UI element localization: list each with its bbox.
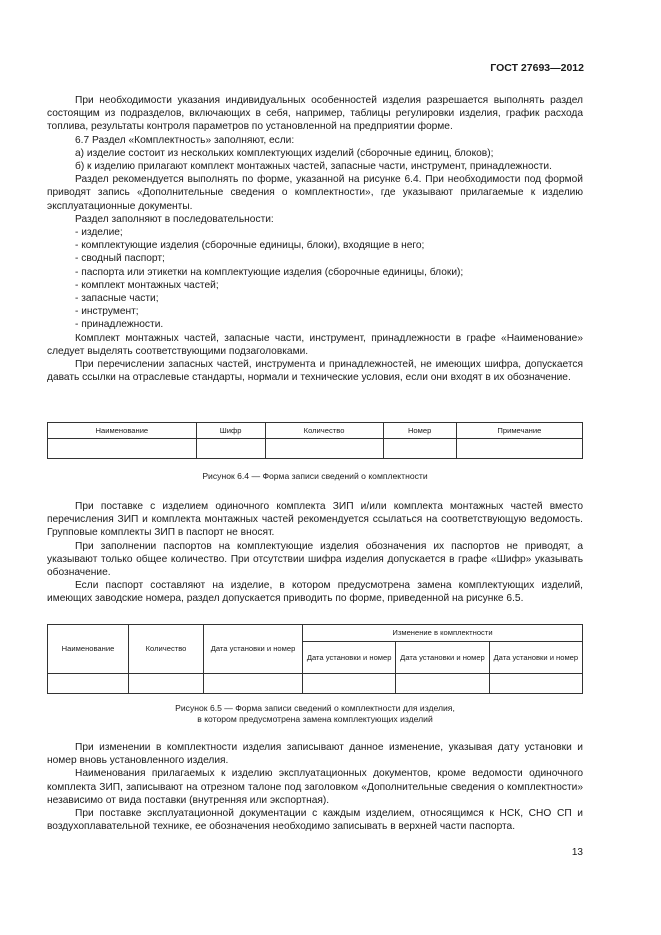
figure-6-5-table <box>47 624 583 694</box>
column-header: Дата установки и номер <box>204 625 303 674</box>
paragraph: При изменении в комплектности изделия записывают данное изменение, указывая дату установки и номер вновь установленного изделия. <box>47 742 583 767</box>
table-cell <box>396 674 489 694</box>
document-id: ГОСТ 27693—2012 <box>490 62 584 74</box>
list-item: - инструмент; <box>75 306 139 318</box>
table-cell <box>489 674 582 694</box>
column-header: Количество <box>265 423 383 439</box>
paragraph: Раздел рекомендуется выполнять по форме, указанной на рисунке 6.4. При необходимости под формой приводят запись «Дополнительные сведения о комплектности», где указывают прилагаемые к изделию эксплуатационные документы. <box>47 174 583 212</box>
paragraph: Если паспорт составляют на изделие, в котором предусмотрена замена комплектующих изделий, имеющих заводские номера, раздел допускается приводить по форме, приведенной на рисунке 6.5. <box>47 580 583 605</box>
paragraph: б) к изделию прилагают комплект монтажных частей, запасные части, инструмент, принадлежности. <box>75 161 552 173</box>
column-header: Дата установки и номер <box>489 642 582 674</box>
table-cell <box>48 439 197 459</box>
table-cell <box>129 674 204 694</box>
list-item: - сводный паспорт; <box>75 253 165 265</box>
page-number: 13 <box>571 847 583 858</box>
paragraph: При поставке эксплуатационной документации с каждым изделием, относящимся к НСК, СНО СП и воздухоплавательной технике, ее обозначения необходимо записывать в верхней части паспорта. <box>47 808 583 833</box>
caption-line: Рисунок 6.5 — Форма записи сведений о комплектности для изделия, <box>175 703 455 713</box>
paragraph: При заполнении паспортов на комплектующие изделия обозначения их паспортов не приводят, а указывают только общее количество. При отсутствии шифра изделия допускается в графе «Шифр» указывать обозначение. <box>47 540 583 579</box>
table-cell <box>456 439 582 459</box>
figure-6-4-caption: Рисунок 6.4 — Форма записи сведений о комплектности <box>202 471 428 481</box>
figure-6-4-table <box>47 422 583 459</box>
caption-line: в котором предусмотрена замена комплектующих изделий <box>197 714 433 724</box>
table-cell <box>204 674 303 694</box>
paragraph: Наименования прилагаемых к изделию эксплуатационных документов, кроме ведомости одиночного комплекта ЗИП, записывают на отрезном талоне под заголовком «Дополнительные сведения о комплектности» независимо от вида поставки (внутренняя или экспортная). <box>47 768 583 806</box>
column-header: Изменение в комплектности <box>303 625 583 642</box>
column-header: Примечание <box>456 423 582 439</box>
column-header: Дата установки и номер <box>303 642 396 674</box>
table-cell <box>265 439 383 459</box>
table-cell <box>48 674 129 694</box>
paragraph: При перечислении запасных частей, инструмента и принадлежностей, не имеющих шифра, допускается давать ссылки на отраслевые стандарты, нормали и технические условия, если они входят в их обозначение. <box>47 359 583 384</box>
section-2 <box>47 500 583 606</box>
column-header: Наименование <box>48 423 197 439</box>
column-header: Наименование <box>48 625 129 674</box>
list-item: - комплектующие изделия (сборочные единицы, блоки), входящие в него; <box>75 240 425 252</box>
paragraph: Раздел заполняют в последовательности: <box>75 213 274 225</box>
paragraph: При необходимости указания индивидуальных особенностей изделия разрешается выполнять раздел состоящим из подразделов, включающих в себя, например, таблицы регулировки изделия, график расхода топлива, результаты контроля параметров по установленной на предприятии форме. <box>47 95 583 133</box>
section-1 <box>47 94 583 384</box>
list-item: - паспорта или этикетки на комплектующие изделия (сборочные единицы, блоки); <box>75 266 464 278</box>
list-item: - изделие; <box>75 227 123 239</box>
list-item: - запасные части; <box>75 293 159 305</box>
paragraph: а) изделие состоит из нескольких комплектующих изделий (сборочные единиц, блоков); <box>75 147 494 159</box>
section-3 <box>47 741 583 833</box>
column-header: Номер <box>383 423 456 439</box>
column-header: Дата установки и номер <box>396 642 489 674</box>
paragraph: 6.7 Раздел «Комплектность» заполняют, если: <box>75 134 295 146</box>
table-cell <box>303 674 396 694</box>
table-cell <box>383 439 456 459</box>
paragraph: При поставке с изделием одиночного комплекта ЗИП и/или комплекта монтажных частей вместо перечисления ЗИП и комплекта монтажных частей рекомендуется ссылаться на соответствующую ведомость. Групповые комплекты ЗИП в паспорт не вносят. <box>47 501 583 539</box>
list-item: - комплект монтажных частей; <box>75 279 219 291</box>
table-cell <box>196 439 265 459</box>
list-item: - принадлежности. <box>75 319 164 331</box>
column-header: Шифр <box>196 423 265 439</box>
paragraph: Комплект монтажных частей, запасные части, инструмент, принадлежности в графе «Наименование» следует выделять соответствующими подзаголовками. <box>47 332 583 357</box>
figure-6-5-caption <box>47 703 583 725</box>
column-header: Количество <box>129 625 204 674</box>
